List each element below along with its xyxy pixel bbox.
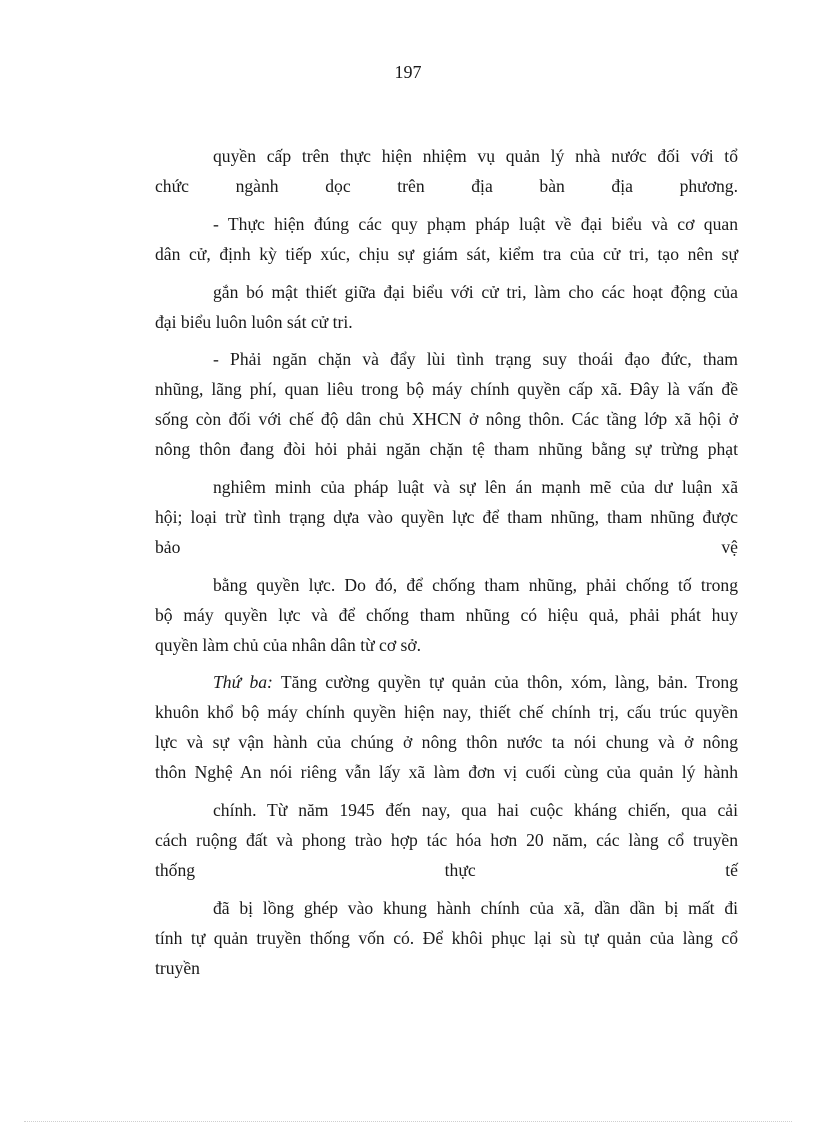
text-line: quyền cấp trên thực hiện nhiệm vụ quản lý nhà nước đối với tổ	[213, 146, 738, 166]
text-line: dân cử, định kỳ tiếp xúc, chịu sự giám sát, kiểm tra của cử tri, tạo nên sự	[155, 244, 738, 264]
text-line: nhũng, lãng phí, quan liêu trong bộ máy chính quyền cấp xã. Đây là vấn đề	[155, 379, 738, 399]
text-line: lực và sự vận hành của chúng ở nông thôn nước ta nói chung và ở nông	[155, 732, 738, 752]
text-line: nông thôn đang đòi hỏi phải ngăn chặn tệ tham nhũng bằng sự trừng phạt	[155, 439, 738, 459]
page-number: 197	[394, 62, 422, 82]
text-line: đã bị lồng ghép vào khung hành chính của xã, dần dần bị mất đi	[213, 898, 738, 918]
text-line: thôn Nghệ An nói riêng vẫn lấy xã làm đơn vị cuối cùng của quản lý hành	[155, 762, 738, 782]
text-line: sống còn đối với chế độ dân chủ XHCN ở nông thôn. Các tầng lớp xã hội ở	[155, 409, 738, 429]
text-line: bảo vệ	[155, 537, 738, 557]
text-line: bằng quyền lực. Do đó, để chống tham nhũng, phải chống tố trong	[213, 575, 738, 595]
text-line: - Phải ngăn chặn và đẩy lùi tình trạng suy thoái đạo đức, tham	[213, 349, 738, 369]
text-line: khuôn khổ bộ máy chính quyền hiện nay, thiết chế chính trị, cấu trúc quyền	[155, 702, 738, 722]
text-line-rest: Tăng cường quyền tự quản của thôn, xóm, làng, bản. Trong	[272, 672, 738, 692]
text-line: tính tự quản truyền thống vốn có. Để khôi phục lại sù tự quản của làng cổ	[155, 928, 738, 948]
text-line: bộ máy quyền lực và để chống tham nhũng có hiệu quả, phải phát huy	[155, 605, 738, 625]
text-line: cách ruộng đất và phong trào hợp tác hóa hơn 20 năm, các làng cổ truyền	[155, 830, 738, 850]
text-line: đại biểu luôn luôn sát cử tri.	[155, 312, 353, 332]
text-line	[213, 671, 738, 693]
text-line: - Thực hiện đúng các quy phạm pháp luật về đại biểu và cơ quan	[213, 214, 738, 234]
text-line: thống thực tế	[155, 860, 738, 880]
text-line: hội; loại trừ tình trạng dựa vào quyền lực để tham nhũng, tham nhũng được	[155, 507, 738, 527]
text-line: chính. Từ năm 1945 đến nay, qua hai cuộc kháng chiến, qua cải	[213, 800, 738, 820]
text-line: gắn bó mật thiết giữa đại biểu với cử tri, làm cho các hoạt động của	[213, 282, 738, 302]
text-line: chức ngành dọc trên địa bàn địa phương.	[155, 176, 738, 196]
footer-divider	[24, 1121, 792, 1122]
text-line: truyền	[155, 958, 200, 978]
text-line: quyền làm chủ của nhân dân từ cơ sở.	[155, 635, 422, 655]
text-line: nghiêm minh của pháp luật và sự lên án mạnh mẽ của dư luận xã	[213, 477, 738, 497]
section-lead: Thứ ba:	[213, 672, 273, 692]
